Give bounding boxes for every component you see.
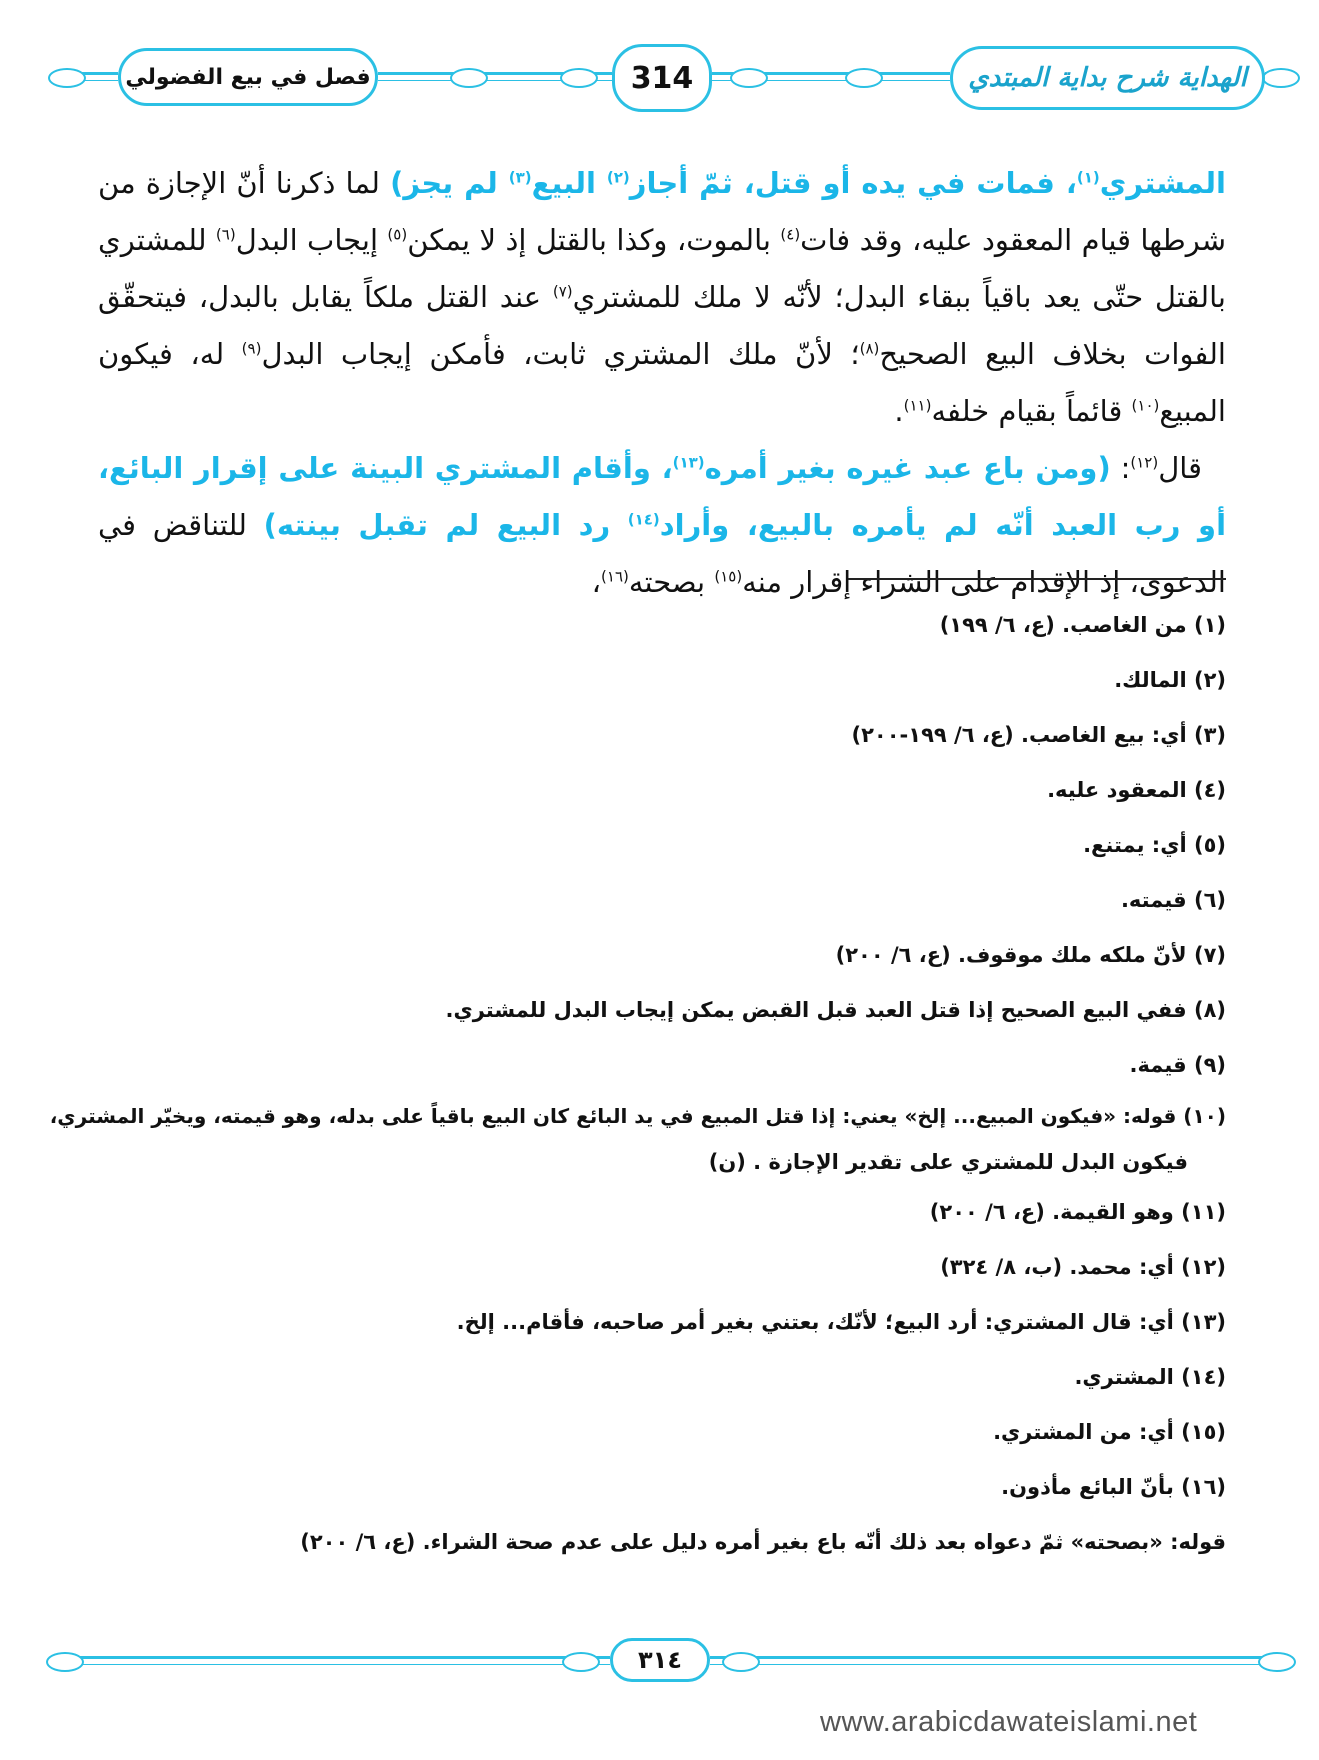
matn-text: رد البيع لم تقبل بينته) [263,508,628,542]
ornament-icon [845,68,883,88]
footnote: (٩) قيمة. [1129,1053,1226,1077]
footnote: (١٤) المشتري. [1074,1365,1226,1389]
footer-rule [60,1656,610,1659]
sharh-text: عند القتل ملكاً يقابل بالبدل، فيتحقّق الفوات بخلاف البيع الصحيح [98,280,1226,371]
sharh-text: ، [591,565,602,599]
sharh-text: قائماً بقيام خلفه [931,394,1132,428]
footer-page-number: ٣١٤ [610,1638,710,1682]
footnote-ref: (٥) [387,225,408,244]
sharh-text: لما ذكرنا أنّ الإجازة من شرطها قيام المعقود عليه، وقد فات [98,166,1226,257]
footnote-ref: (٣) [508,168,532,187]
footnote-ref: (٨) [859,339,880,358]
footnote: (٣) أي: بيع الغاصب. (ع، ٦/ ١٩٩-٢٠٠) [851,723,1226,747]
footnote-separator [848,578,1226,580]
paragraph [98,155,1226,440]
footnote-ref: (١) [1076,168,1100,187]
paragraph [98,440,1226,611]
matn-text: (ومن باع عبد غيره بغير أمره [704,451,1111,485]
footnote: (٥) أي: يمتنع. [1083,833,1226,857]
book-title: الهداية شرح بداية المبتدي [950,46,1265,110]
footnote-ref: (٧) [552,282,573,301]
footnote-ref: (٦) [215,225,236,244]
ornament-icon [1258,1652,1296,1672]
sharh-text: ؛ لأنّ ملك المشتري ثابت، فأمكن إيجاب البدل [261,337,860,371]
sharh-text: . [894,394,904,428]
ornament-icon [722,1652,760,1672]
footnote: (١٣) أي: قال المشتري: أرد البيع؛ لأنّك، بعتني بغير أمر صاحبه، فأقام... إلخ. [456,1310,1226,1334]
ornament-icon [48,68,86,88]
footnote: (٧) لأنّ ملكه ملك موقوف. (ع، ٦/ ٢٠٠) [835,943,1226,967]
main-text [98,155,1226,611]
footnote: (١٥) أي: من المشتري. [993,1420,1226,1444]
ornament-icon [46,1652,84,1672]
footnote-ref: (١٠) [1131,396,1160,415]
footnote-ref: (١١) [903,396,932,415]
page-footer [0,1630,1319,1690]
website-url: www.arabicdawateislami.net [820,1706,1198,1738]
page-header [0,0,1319,120]
sharh-text: للتناقض في الدعوى، إذ الإقدام على الشراء إقرار منه [98,508,1226,599]
sharh-text: بصحته [628,565,715,599]
sharh-text: قال [1158,451,1202,485]
footnote: (١٠) قوله: «فيكون المبيع... إلخ» يعني: إذا قتل المبيع في يد البائع كان البيع باقياً على بدله، وهو قيمته، ويخيّر المشتري، [49,1104,1226,1128]
matn-text: لم يجز) [390,166,509,200]
footnote-ref: (٢) [606,168,630,187]
footnote-ref: (١٣) [672,453,705,472]
matn-text: البيع [531,166,607,200]
section-title: فصل في بيع الفضولي [118,48,378,106]
footnote-ref: (١٢) [1130,453,1159,472]
footnote-ref: (٩) [241,339,262,358]
footer-rule [60,1664,610,1665]
matn-text: ، فمات في يده أو قتل، ثمّ أجاز [629,166,1077,200]
matn-text: المشتري [1099,166,1226,200]
footnote-ref: (١٤) [627,510,660,529]
footnote: (٦) قيمته. [1120,888,1226,912]
page-number: 314 [612,44,712,112]
sharh-text: للمشتري بالقتل حتّى يعد باقياً ببقاء البدل؛ لأنّه لا ملك للمشتري [98,223,1227,314]
footnote: (١٦) بأنّ البائع مأذون. [1001,1475,1226,1499]
footnote: (١١) وهو القيمة. (ع، ٦/ ٢٠٠) [929,1200,1226,1224]
ornament-icon [560,68,598,88]
sharh-text: : [1110,451,1131,485]
footnote: (١) من الغاصب. (ع، ٦/ ١٩٩) [939,613,1226,637]
ornament-icon [730,68,768,88]
footnote: (٢) المالك. [1114,668,1226,692]
ornament-icon [1262,68,1300,88]
footnote-ref: (٤) [780,225,801,244]
footnote-ref: (١٥) [714,567,743,586]
footnote-ref: (١٦) [601,567,629,586]
matn-text: ، وأقام المشتري البينة على إقرار البائع، أو رب العبد أنّه لم يأمره بالبيع، وأراد [98,451,1227,542]
footnotes [49,598,1226,1570]
sharh-text: له، فيكون المبيع [98,337,1226,428]
footnote: (١٢) أي: محمد. (ب، ٨/ ٣٢٤) [940,1255,1226,1279]
footnote: (٨) ففي البيع الصحيح إذا قتل العبد قبل القبض يمكن إيجاب البدل للمشتري. [445,998,1226,1022]
sharh-text: إيجاب البدل [235,223,388,257]
footnote: (٤) المعقود عليه. [1047,778,1226,802]
ornament-icon [562,1652,600,1672]
footnote-continuation: فيكون البدل للمشتري على تقدير الإجازة . (ن) [708,1150,1188,1174]
footer-rule [710,1664,1270,1665]
sharh-text: بالموت، وكذا بالقتل إذ لا يمكن [407,223,781,257]
footnote-note: قوله: «بصحته» ثمّ دعواه بعد ذلك أنّه باع بغير أمره دليل على عدم صحة الشراء. (ع، ٦/ ٢٠٠) [300,1530,1226,1554]
ornament-icon [450,68,488,88]
footer-rule [710,1656,1270,1659]
